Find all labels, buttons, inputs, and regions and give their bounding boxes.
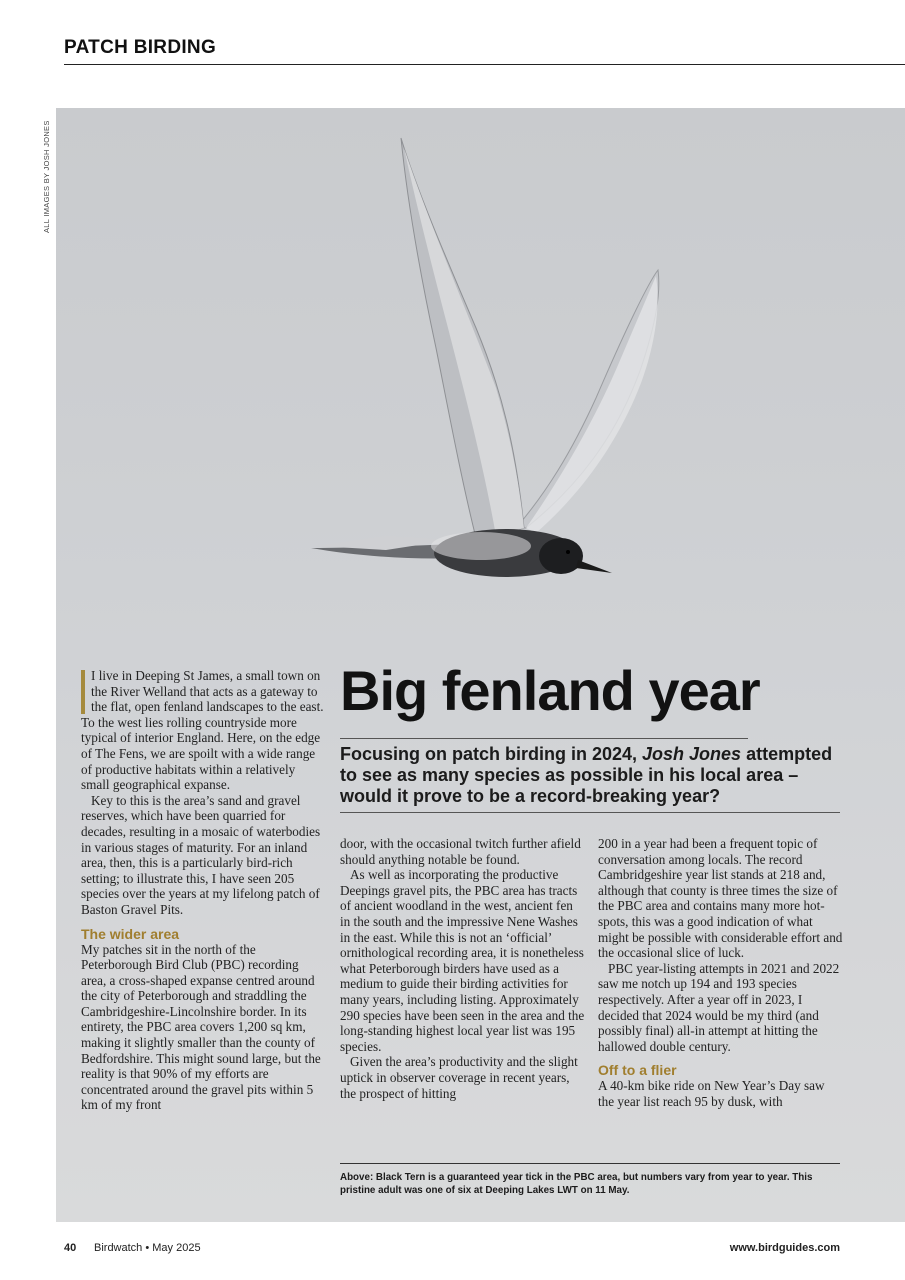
paragraph: Given the area’s productivity and the slight uptick in observer coverage in recent years, the prospect of hitting [340, 1054, 578, 1101]
section-divider [64, 64, 905, 65]
page-number: 40 [64, 1242, 77, 1254]
website-link[interactable]: www.birdguides.com [729, 1242, 840, 1254]
headline-rule [340, 738, 748, 739]
publication-info: Birdwatch • May 2025 [94, 1242, 201, 1254]
standfirst: Focusing on patch birding in 2024, Josh Jones attempted to see as many species as possible in his local area – would it prove to be a record-breaking year? [340, 744, 833, 806]
article-column-2 [340, 836, 585, 1101]
headline: Big fenland year [340, 659, 760, 722]
paragraph: 200 in a year had been a frequent topic of conversation among locals. The record Cambridgeshire year list stands at 218 and, although that county is three times the size of the PBC area and contains many more hot-spots, this was a good indication of what might be possible with considerable effort and the occasional slice of luck. [598, 836, 843, 961]
caption-rule [340, 1163, 840, 1164]
dropcap-marker [81, 670, 85, 714]
article-column-1 [81, 668, 326, 1113]
section-title: PATCH BIRDING [64, 37, 217, 58]
photo-credit: ALL IMAGES BY JOSH JONES [42, 120, 51, 233]
article-column-3 [598, 836, 843, 1110]
intro-paragraph: I live in Deeping St James, a small town on the River Welland that acts as a gateway to the flat, open fenland landscapes to the east. To the west lies rolling countryside more typical of interior England. Here, on the edge of The Fens, we are spoilt with a wide range of productive habitats within a relatively small geographical expanse. [81, 668, 324, 793]
paragraph: Key to this is the area’s sand and gravel reserves, which have been quarried for decades, resulting in a mosaic of waterbodies in various stages of maturity. For an inland area, then, this is a particularly bird-rich setting; to illustrate this, I have seen 205 species over the years at my lifelong patch of Baston Gravel Pits. [81, 792, 321, 917]
paragraph: PBC year-listing attempts in 2021 and 2022 saw me notch up 194 and 193 species respectively. After a year off in 2023, I decided that 2024 would be my third (and possibly final) all-in attempt at hitting the hallowed double century. [598, 960, 840, 1054]
paragraph: A 40-km bike ride on New Year’s Day saw the year list reach 95 by dusk, with [598, 1078, 825, 1109]
paragraph: As well as incorporating the productive Deepings gravel pits, the PBC area has tracts of ancient woodland in the west, ancient fen in the south and the impressive Nene Washes in the east. While this is not an ‘official’ ornithological recording area, it is nonetheless what Peterborough birders have used as a medium to guide their birding activities for many years, including listing. Approximately 290 species have been seen in the area and the long-standing highest local year list was 195 species. [340, 867, 585, 1054]
standfirst-rule [340, 812, 840, 813]
subheading-off-to-a-flier: Off to a flier [598, 1062, 677, 1079]
author-name: Josh Jones [642, 744, 742, 764]
paragraph: door, with the occasional twitch further afield should anything notable be found. [340, 836, 581, 867]
paragraph: My patches sit in the north of the Peterborough Bird Club (PBC) recording area, a cross-shaped expanse centred around the city of Peterborough and straddling the Cambridgeshire-Lincolnshire border. In its entirety, the PBC area covers 1,200 sq km, making it slightly smaller than the county of Bedfordshire. This might sound large, but the reality is that 90% of my efforts are concentrated around the gravel pits within 5 km of my front [81, 941, 321, 1113]
subheading-wider-area: The wider area [81, 925, 180, 942]
photo-caption: Above: Black Tern is a guaranteed year tick in the PBC area, but numbers vary from year to year. This pristine adult was one of six at Deeping Lakes LWT on 11 May. [340, 1172, 813, 1196]
